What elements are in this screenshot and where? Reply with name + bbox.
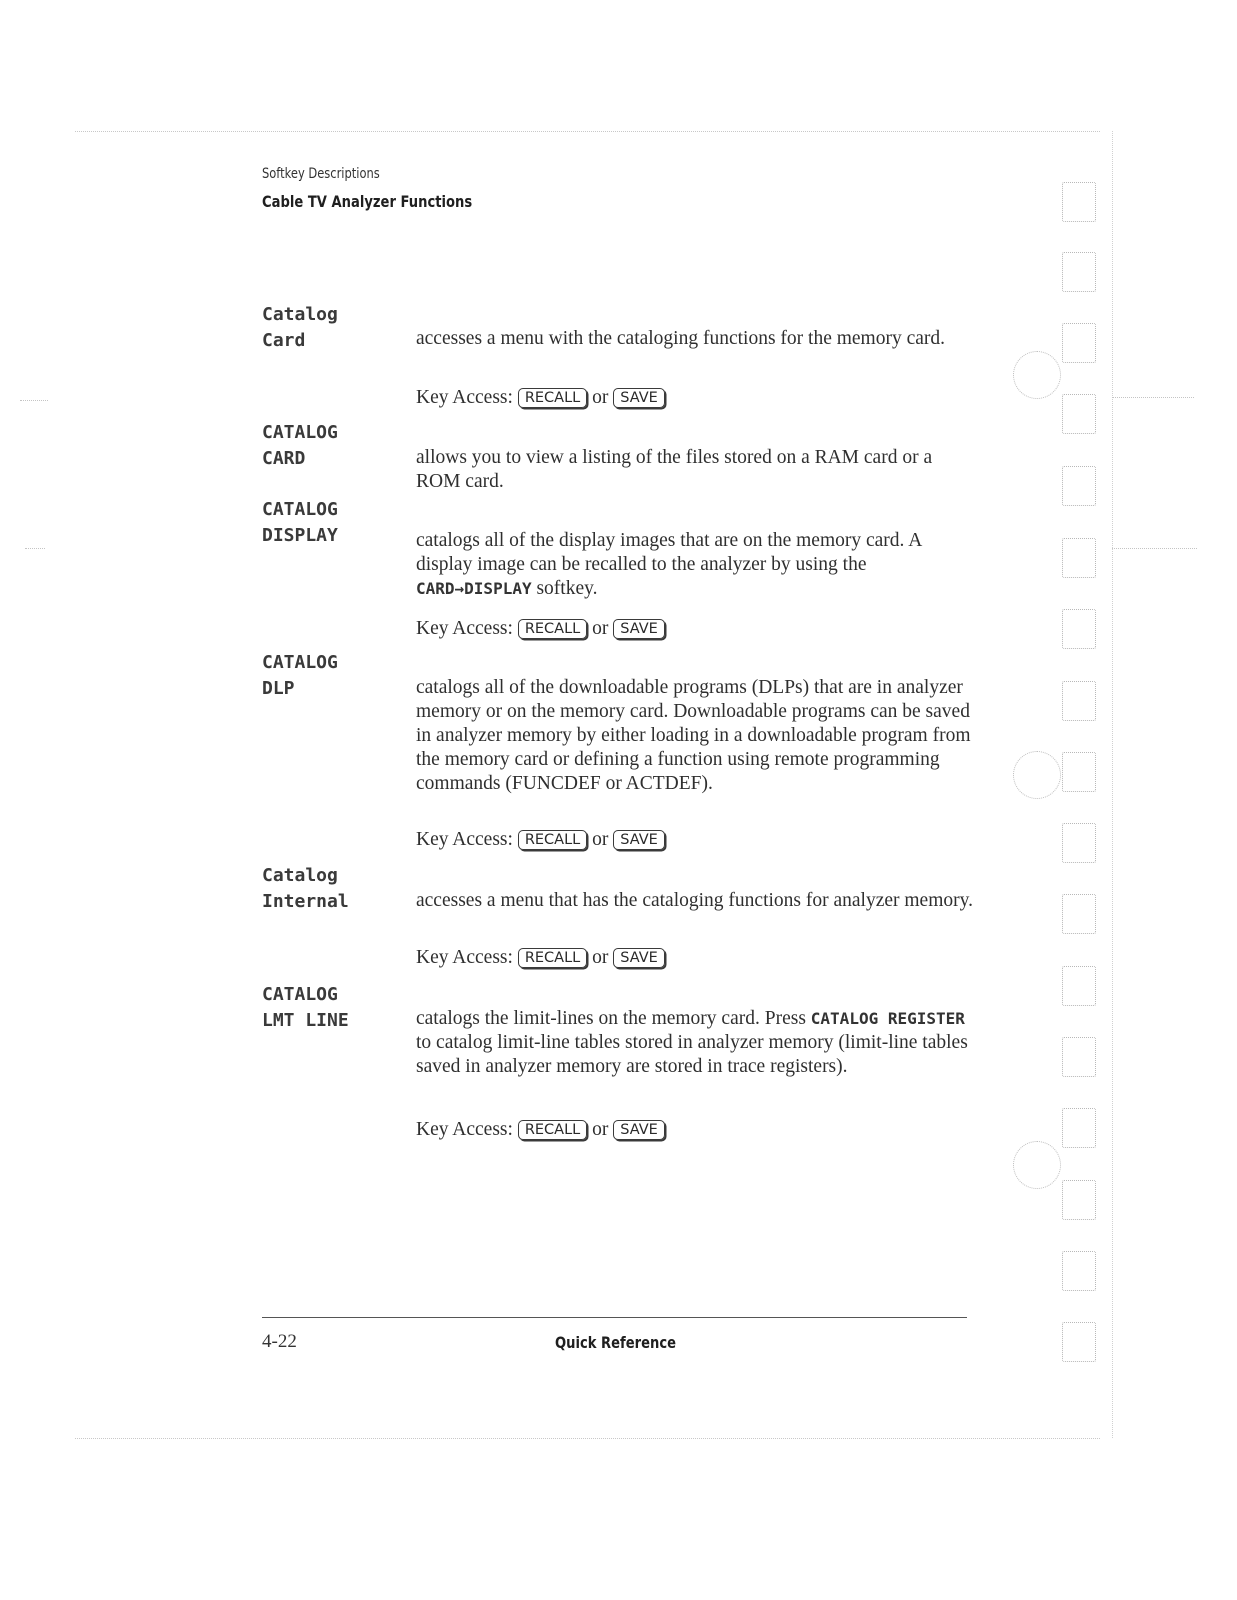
recall-key: RECALL bbox=[518, 1120, 587, 1140]
description-text: catalogs all of the downloadable programs (DLPs) that are in analyzer memory or on the memory card. Downloadable programs can be saved in analyzer memory by either loading in a downloadable program from the memory card or defining a function using remote programming commands (FUNCDEF or ACTDEF). bbox=[416, 677, 971, 794]
binder-hole bbox=[1013, 1141, 1061, 1189]
description-text: softkey. bbox=[536, 578, 598, 599]
softkey-label-catalog-card-files: CATALOG CARD bbox=[262, 422, 338, 469]
key-access-label: Key Access: bbox=[416, 387, 513, 408]
description-text: allows you to view a listing of the files stored on a RAM card or a ROM card. bbox=[416, 447, 933, 492]
section-heading: Softkey Descriptions bbox=[262, 166, 380, 182]
index-tab bbox=[1062, 252, 1096, 292]
softkey-label-catalog-display: CATALOG DISPLAY bbox=[262, 499, 338, 546]
key-access-line bbox=[416, 386, 665, 410]
softkey-label-catalog-card: Catalog Card bbox=[262, 304, 338, 351]
save-key: SAVE bbox=[613, 830, 665, 850]
footer-title: Quick Reference bbox=[555, 1333, 677, 1352]
margin-mark bbox=[20, 400, 48, 401]
softkey-description bbox=[416, 529, 976, 601]
index-tab bbox=[1062, 894, 1096, 934]
footer-rule bbox=[262, 1317, 967, 1318]
description-text: accesses a menu that has the cataloging functions for analyzer memory. bbox=[416, 890, 973, 911]
recall-key: RECALL bbox=[518, 619, 587, 639]
softkey-description bbox=[416, 327, 976, 351]
save-key: SAVE bbox=[613, 948, 665, 968]
index-tab bbox=[1062, 823, 1096, 863]
inline-softkey: CARD→DISPLAY bbox=[416, 579, 532, 598]
index-tab bbox=[1062, 394, 1096, 434]
index-tab bbox=[1062, 1180, 1096, 1220]
index-tab bbox=[1062, 966, 1096, 1006]
softkey-label-catalog-lmt-line: CATALOG LMT LINE bbox=[262, 984, 349, 1031]
binder-hole bbox=[1013, 751, 1061, 799]
margin-mark bbox=[1112, 548, 1197, 549]
description-text: catalogs the limit-lines on the memory card. Press bbox=[416, 1008, 806, 1029]
or-text: or bbox=[592, 1119, 609, 1140]
softkey-description bbox=[416, 446, 976, 494]
index-tab bbox=[1062, 538, 1096, 578]
margin-mark bbox=[25, 548, 45, 549]
key-access-label: Key Access: bbox=[416, 1119, 513, 1140]
or-text: or bbox=[592, 618, 609, 639]
softkey-label-catalog-dlp: CATALOG DLP bbox=[262, 652, 338, 699]
or-text: or bbox=[592, 947, 609, 968]
binder-hole bbox=[1013, 351, 1061, 399]
index-tab bbox=[1062, 752, 1096, 792]
page-edge-top bbox=[75, 131, 1100, 132]
index-tab bbox=[1062, 182, 1096, 222]
index-tab bbox=[1062, 609, 1096, 649]
or-text: or bbox=[592, 387, 609, 408]
index-tab bbox=[1062, 1108, 1096, 1148]
description-text: accesses a menu with the cataloging functions for the memory card. bbox=[416, 328, 946, 349]
page-edge-right bbox=[1112, 131, 1113, 1438]
key-access-label: Key Access: bbox=[416, 618, 513, 639]
key-access-line bbox=[416, 828, 665, 852]
softkey-description bbox=[416, 676, 976, 796]
index-tab bbox=[1062, 1037, 1096, 1077]
softkey-label-catalog-internal: Catalog Internal bbox=[262, 865, 349, 912]
key-access-line bbox=[416, 617, 665, 641]
chapter-heading: Cable TV Analyzer Functions bbox=[262, 192, 473, 211]
recall-key: RECALL bbox=[518, 830, 587, 850]
softkey-description bbox=[416, 1007, 976, 1079]
save-key: SAVE bbox=[613, 619, 665, 639]
or-text: or bbox=[592, 829, 609, 850]
index-tab bbox=[1062, 1322, 1096, 1362]
page-number: 4-22 bbox=[262, 1331, 297, 1352]
softkey-description bbox=[416, 889, 976, 913]
page-edge-bottom bbox=[75, 1438, 1100, 1439]
index-tab bbox=[1062, 466, 1096, 506]
key-access-line bbox=[416, 1118, 665, 1142]
description-text: to catalog limit-line tables stored in analyzer memory (limit-line tables saved in analyzer memory are stored in trace registers). bbox=[416, 1032, 968, 1077]
index-tab bbox=[1062, 681, 1096, 721]
inline-softkey: CATALOG REGISTER bbox=[810, 1009, 965, 1028]
margin-mark bbox=[1112, 397, 1194, 398]
recall-key: RECALL bbox=[518, 948, 587, 968]
description-text: catalogs all of the display images that are on the memory card. A display image can be recalled to the analyzer by using the bbox=[416, 530, 922, 575]
key-access-line bbox=[416, 946, 665, 970]
key-access-label: Key Access: bbox=[416, 947, 513, 968]
recall-key: RECALL bbox=[518, 388, 587, 408]
index-tab bbox=[1062, 323, 1096, 363]
save-key: SAVE bbox=[613, 388, 665, 408]
save-key: SAVE bbox=[613, 1120, 665, 1140]
index-tab bbox=[1062, 1251, 1096, 1291]
key-access-label: Key Access: bbox=[416, 829, 513, 850]
